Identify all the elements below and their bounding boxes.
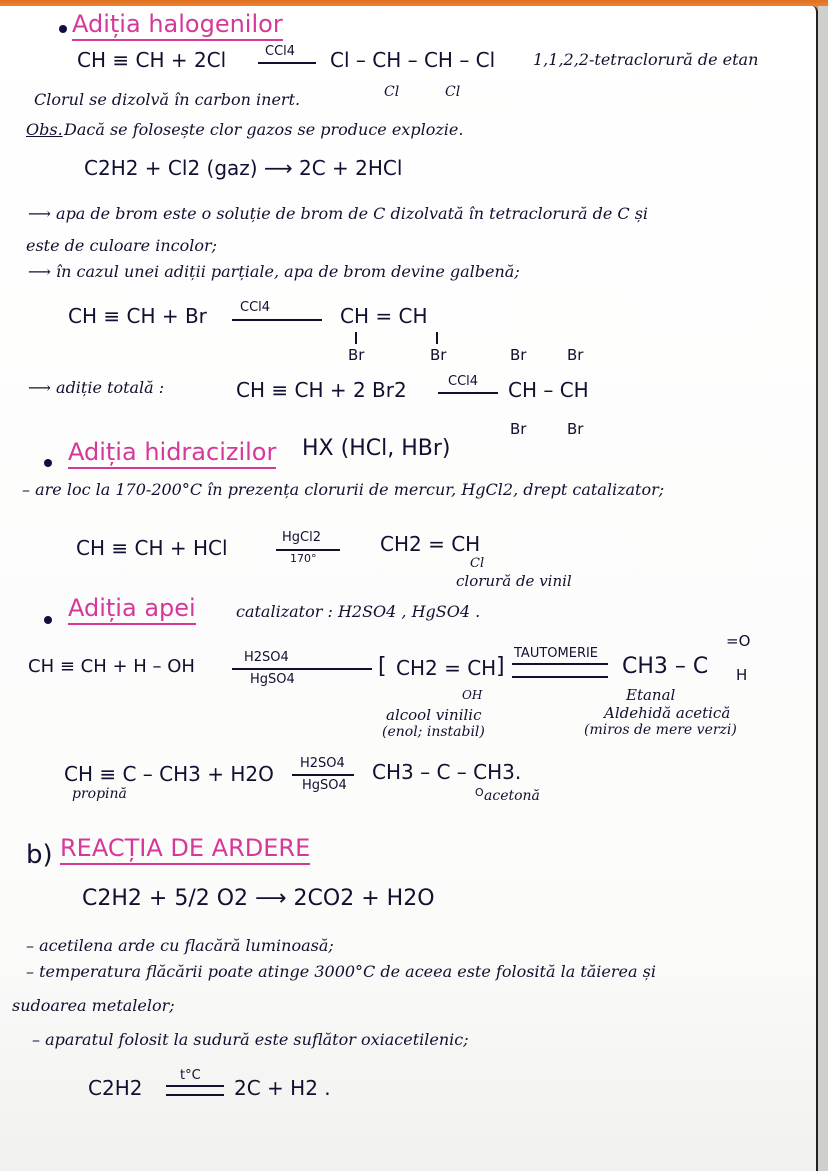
etanal-label: Etanal [626,686,676,704]
combustion-eq2-cat: t°C [180,1068,201,1083]
smell-note: (miros de mere verzi) [584,722,737,738]
eq4-left: CH ≡ CH + 2 Br2 [236,378,407,402]
combustion-eq1: C2H2 + 5/2 O2 ⟶ 2CO2 + H2O [82,886,435,911]
hydracid-eq-cat-top: HgCl2 [282,530,321,545]
eq4-right: CH – CH [508,378,589,402]
eq1-right: Cl – CH – CH – Cl [330,48,496,72]
page-edge-shadow [818,6,828,1171]
water-eq2-right-sub: O [475,786,484,799]
water-eq1-mid: CH2 = CH [396,656,497,680]
arrow-line [258,62,316,64]
bracket-left: [ [378,654,387,679]
arrow-backward [166,1094,224,1096]
bracket-right: ] [496,654,505,679]
eq4-bottom-1: Br [510,420,527,438]
eq1-name: 1,1,2,2-tetraclorură de etan [533,50,759,69]
arrow-line [276,549,340,551]
combustion-line2-cont: sudoarea metalelor; [12,996,175,1015]
bullet-bromine-water-cont: este de culoare incolor; [26,236,218,255]
combustion-eq2-left: C2H2 [88,1076,143,1100]
water-catalyst: catalizator : H2SO4 , HgSO4 . [236,602,481,621]
section-b-label: b) [26,840,53,870]
eq1-sub-2: Cl [445,84,461,100]
eq3-right: CH = CH [340,304,428,328]
eq1-left: CH ≡ CH + 2Cl [77,48,227,72]
eq4-top-2: Br [567,346,584,364]
bond-line [436,332,438,344]
hydracid-eq-name: clorură de vinil [456,572,572,590]
eq1-catalyst: CCl4 [265,44,296,59]
bond-line [355,332,357,344]
water-eq2-right: CH3 – C – CH3. [372,760,522,784]
hydracid-eq-sub: Cl [470,556,485,571]
note-chlorine: Clorul se dizolvă în carbon inert. [34,90,301,109]
heading-water: Adiția apei [68,594,196,625]
aldehida-label: Aldehidă acetică [604,704,731,722]
water-eq2-cat-top: H2SO4 [300,756,345,771]
eq1-sub-1: Cl [384,84,400,100]
heading-halogen: Adiția halogenilor [72,10,283,41]
total-addition-label: ⟶ adiție totală : [28,378,165,397]
combustion-line3: – aparatul folosit la sudură este suflător oxiacetilenic; [32,1030,469,1049]
water-eq1-mid-name: alcool vinilic [386,706,482,724]
heading-combustion: REACȚIA DE ARDERE [60,834,310,865]
propina-label: propină [72,786,127,802]
combustion-line2: – temperatura flăcării poate atinge 3000°C de aceea este folosită la tăierea și [26,962,656,981]
hydracid-conditions: – are loc la 170-200°C în prezența clorurii de mercur, HgCl2, drept catalizator; [22,480,665,499]
arrow-line [438,392,498,394]
eq2: C2H2 + Cl2 (gaz) ⟶ 2C + 2HCl [84,156,403,180]
arrow-line [292,774,354,776]
eq4-catalyst: CCl4 [448,374,479,389]
water-eq1-mid-note: (enol; instabil) [382,724,485,740]
eq3-left: CH ≡ CH + Br [68,304,207,328]
bullet-icon [44,616,52,624]
arrow-line [232,319,322,321]
arrow-forward [512,663,608,665]
water-eq1-left: CH ≡ CH + H – OH [28,656,195,677]
arrow-backward [512,676,608,678]
tautomerie-label: TAUTOMERIE [514,646,599,661]
heading-hydracid: Adiția hidracizilor [68,438,276,469]
water-eq2-left: CH ≡ C – CH3 + H2O [64,762,274,786]
bullet-bromine-water: ⟶ apa de brom este o soluție de brom de C dizolvată în tetraclorură de C și [28,204,649,223]
obs-label: Obs. [26,120,63,139]
water-eq1-cat-bottom: HgSO4 [250,672,295,687]
water-eq1-right-o: =O [726,632,751,650]
bullet-icon [44,459,52,467]
water-eq1-cat-top: H2SO4 [244,650,289,665]
hydracid-eq-left: CH ≡ CH + HCl [76,536,228,560]
water-eq2-cat-bottom: HgSO4 [302,778,347,793]
eq4-bottom-2: Br [567,420,584,438]
eq3-sub-2: Br [430,346,447,364]
eq3-catalyst: CCl4 [240,300,271,315]
water-eq1-right: CH3 – C [622,654,709,679]
water-eq1-right-h: H [736,666,748,684]
eq4-top-1: Br [510,346,527,364]
arrow-line [232,668,372,670]
arrow-forward [166,1085,224,1087]
hydracid-eq-cat-bottom: 170° [290,552,317,565]
bullet-icon [59,25,67,33]
combustion-eq2-right: 2C + H2 . [234,1076,331,1100]
eq3-sub-1: Br [348,346,365,364]
acetona-label: acetonă [484,788,540,804]
bullet-partial-addition: ⟶ în cazul unei adiții parțiale, apa de brom devine galbenă; [28,262,520,281]
obs-text: Dacă se folosește clor gazos se produce explozie. [64,120,464,139]
heading-hydracid-suffix: HX (HCl, HBr) [302,436,451,461]
notebook-page [0,6,818,1171]
hydracid-eq-right: CH2 = CH [380,532,481,556]
combustion-line1: – acetilena arde cu flacără luminoasă; [26,936,334,955]
water-eq1-mid-sub: OH [462,688,483,702]
